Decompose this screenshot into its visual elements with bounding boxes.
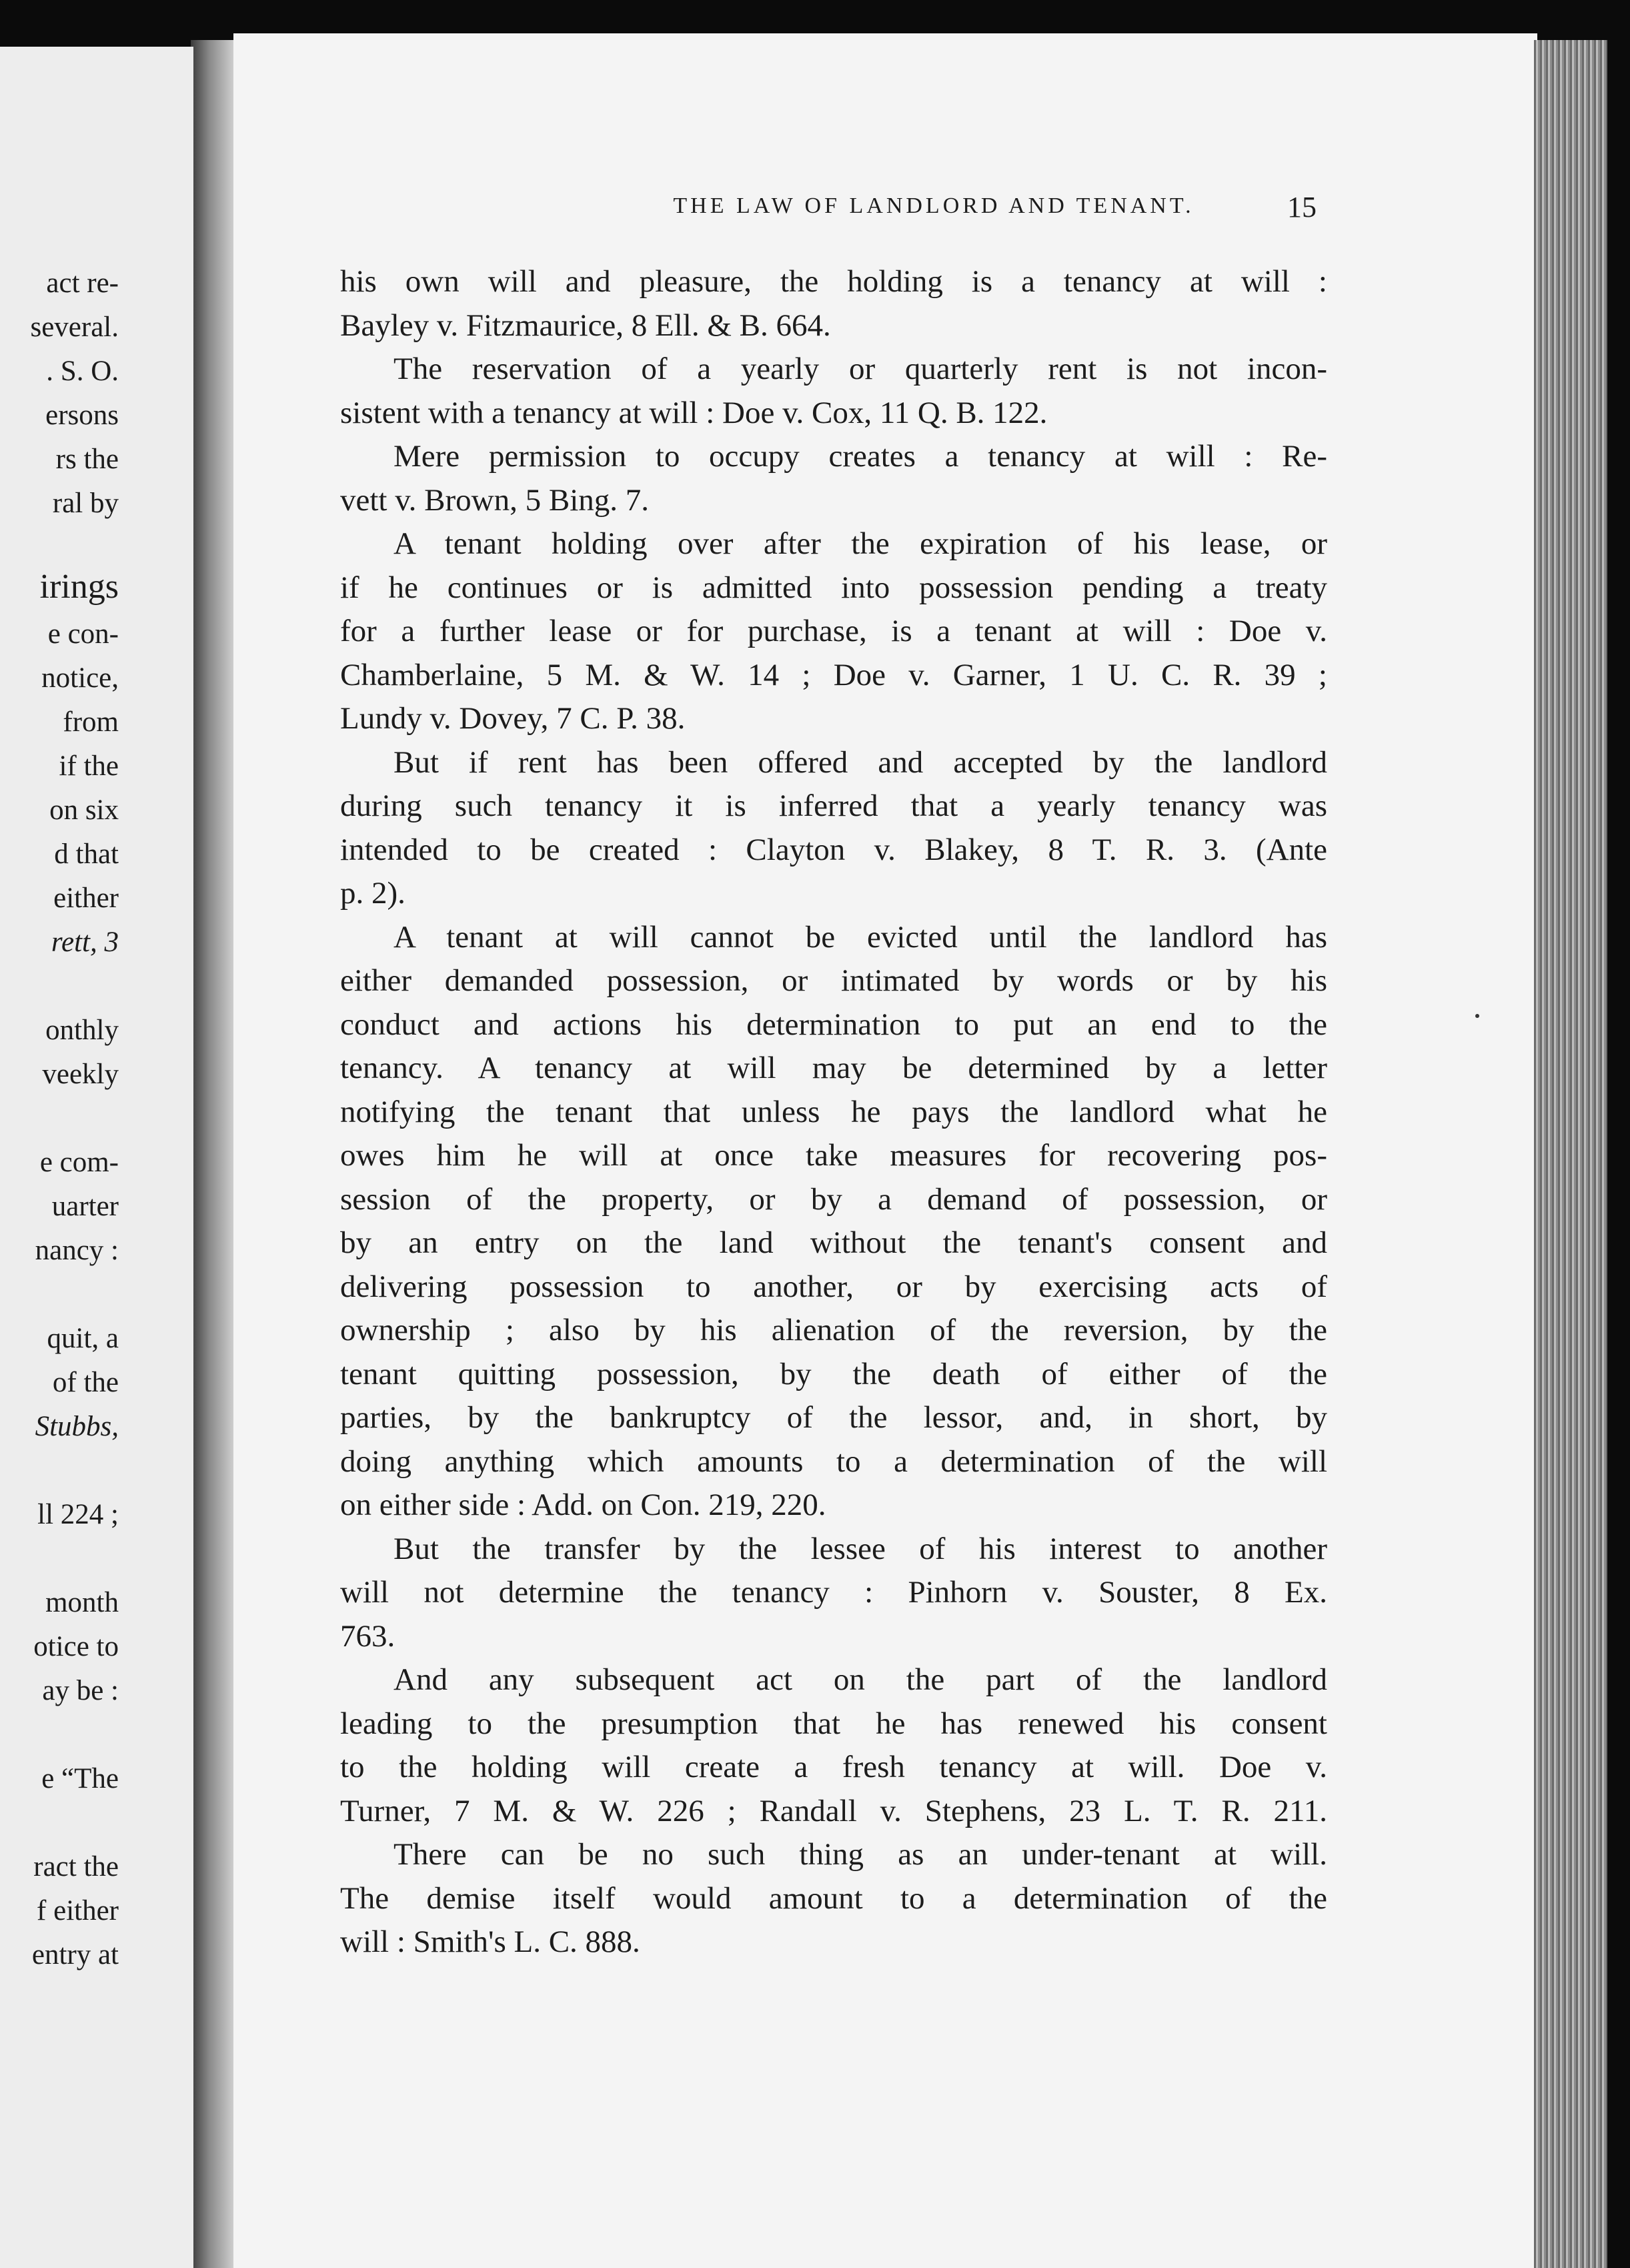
left-page-line: otice to — [33, 1631, 119, 1662]
text-line: leading to the presumption that he has renewed his consent — [340, 1706, 1327, 1741]
page-edges — [1534, 40, 1607, 2268]
left-page-line: on six — [49, 794, 119, 826]
left-page-line: e com- — [39, 1147, 119, 1178]
text-line: A tenant at will cannot be evicted until the landlord has — [393, 919, 1327, 955]
text-line: session of the property, or by a demand of possession, or — [340, 1181, 1327, 1217]
text-line: A tenant holding over after the expiration of his lease, or — [393, 526, 1327, 561]
text-line: his own will and pleasure, the holding is a tenancy at will : — [340, 264, 1327, 299]
text-line: p. 2). — [340, 876, 405, 911]
text-line: Turner, 7 M. & W. 226 ; Randall v. Stephens, 23 L. T. R. 211. — [340, 1793, 1327, 1828]
text-line: sistent with a tenancy at will : Doe v. Cox, 11 Q. B. 122. — [340, 395, 1048, 430]
text-line: Lundy v. Dovey, 7 C. P. 38. — [340, 701, 686, 736]
left-page-line: notice, — [41, 662, 119, 694]
text-line: doing anything which amounts to a determination of the will — [340, 1444, 1327, 1479]
text-line: parties, by the bankruptcy of the lessor, and, in short, by — [340, 1400, 1327, 1435]
text-line: ownership ; also by his alienation of the reversion, by the — [340, 1313, 1327, 1347]
left-page-line: several. — [30, 312, 119, 343]
left-page-line: ay be : — [42, 1675, 119, 1706]
text-line: Mere permission to occupy creates a tenancy at will : Re- — [393, 439, 1327, 474]
text-line: by an entry on the land without the tenant's consent and — [340, 1225, 1327, 1260]
text-line: And any subsequent act on the part of the landlord — [393, 1662, 1327, 1697]
text-line: vett v. Brown, 5 Bing. 7. — [340, 482, 650, 518]
left-page-line: . S. O. — [46, 356, 119, 387]
left-page-line: ersons — [45, 400, 119, 431]
paper-speck — [1475, 1014, 1479, 1018]
text-line: But if rent has been offered and accepted by the landlord — [393, 744, 1327, 780]
text-line: to the holding will create a fresh tenancy at will. Doe v. — [340, 1750, 1327, 1784]
left-page-line: entry at — [31, 1939, 119, 1970]
left-page-line: veekly — [42, 1059, 119, 1090]
left-page-line: from — [63, 706, 119, 738]
left-page-line: month — [45, 1587, 119, 1618]
text-line: But the transfer by the lessee of his interest to another — [393, 1531, 1327, 1566]
left-page-line: Stubbs, — [35, 1411, 119, 1442]
left-page-line: rett, 3 — [51, 927, 119, 958]
left-page-line: quit, a — [47, 1323, 119, 1354]
text-line: Chamberlaine, 5 M. & W. 14 ; Doe v. Garner, 1 U. C. R. 39 ; — [340, 657, 1327, 692]
left-page-line: ract the — [33, 1851, 119, 1882]
text-line: There can be no such thing as an under-tenant at will. — [393, 1837, 1327, 1872]
left-page-line: e con- — [47, 618, 119, 650]
text-line: conduct and actions his determination to put an end to the — [340, 1007, 1327, 1042]
text-line: Bayley v. Fitzmaurice, 8 Ell. & B. 664. — [340, 308, 831, 343]
left-page-line: ll 224 ; — [37, 1499, 119, 1530]
text-line: will : Smith's L. C. 888. — [340, 1924, 640, 1959]
text-line: during such tenancy it is inferred that a yearly tenancy was — [340, 788, 1327, 823]
body-text — [340, 260, 1327, 1964]
left-page-fragment — [0, 47, 193, 2268]
left-page-line: if the — [59, 750, 119, 782]
left-page-line: rs the — [55, 444, 119, 475]
left-page-line: ral by — [52, 488, 119, 519]
text-line: if he continues or is admitted into possession pending a treaty — [340, 570, 1327, 605]
text-line: tenancy. A tenancy at will may be determined by a letter — [340, 1051, 1327, 1085]
left-page-line: f either — [37, 1895, 119, 1926]
running-head: THE LAW OF LANDLORD AND TENANT. — [673, 193, 1194, 218]
left-page-line: act re- — [46, 267, 119, 299]
text-line: tenant quitting possession, by the death of either of the — [340, 1356, 1327, 1391]
left-page-line: uarter — [51, 1191, 119, 1222]
text-line: The demise itself would amount to a determination of the — [340, 1880, 1327, 1916]
left-page-line: e “The — [41, 1763, 119, 1794]
left-page-line: irings — [39, 568, 119, 606]
text-line: on either side : Add. on Con. 219, 220. — [340, 1488, 826, 1522]
text-line: delivering possession to another, or by exercising acts of — [340, 1269, 1327, 1304]
left-page-line: either — [53, 883, 119, 914]
text-line: for a further lease or for purchase, is a tenant at will : Doe v. — [340, 614, 1327, 648]
text-line: will not determine the tenancy : Pinhorn v. Souster, 8 Ex. — [340, 1575, 1327, 1610]
text-line: 763. — [340, 1618, 395, 1654]
text-line: The reservation of a yearly or quarterly rent is not incon- — [393, 352, 1327, 386]
left-page-line: nancy : — [35, 1235, 119, 1266]
page-number: 15 — [1287, 191, 1317, 223]
left-page-line: of the — [52, 1367, 119, 1398]
left-page-line: onthly — [45, 1015, 119, 1046]
text-line: either demanded possession, or intimated by words or by his — [340, 963, 1327, 998]
book-gutter-shadow — [191, 40, 237, 2268]
left-page-line: d that — [54, 838, 119, 870]
text-line: notifying the tenant that unless he pays the landlord what he — [340, 1094, 1327, 1129]
text-line: intended to be created : Clayton v. Blakey, 8 T. R. 3. (Ante — [340, 832, 1327, 867]
text-line: owes him he will at once take measures for recovering pos- — [340, 1138, 1327, 1173]
